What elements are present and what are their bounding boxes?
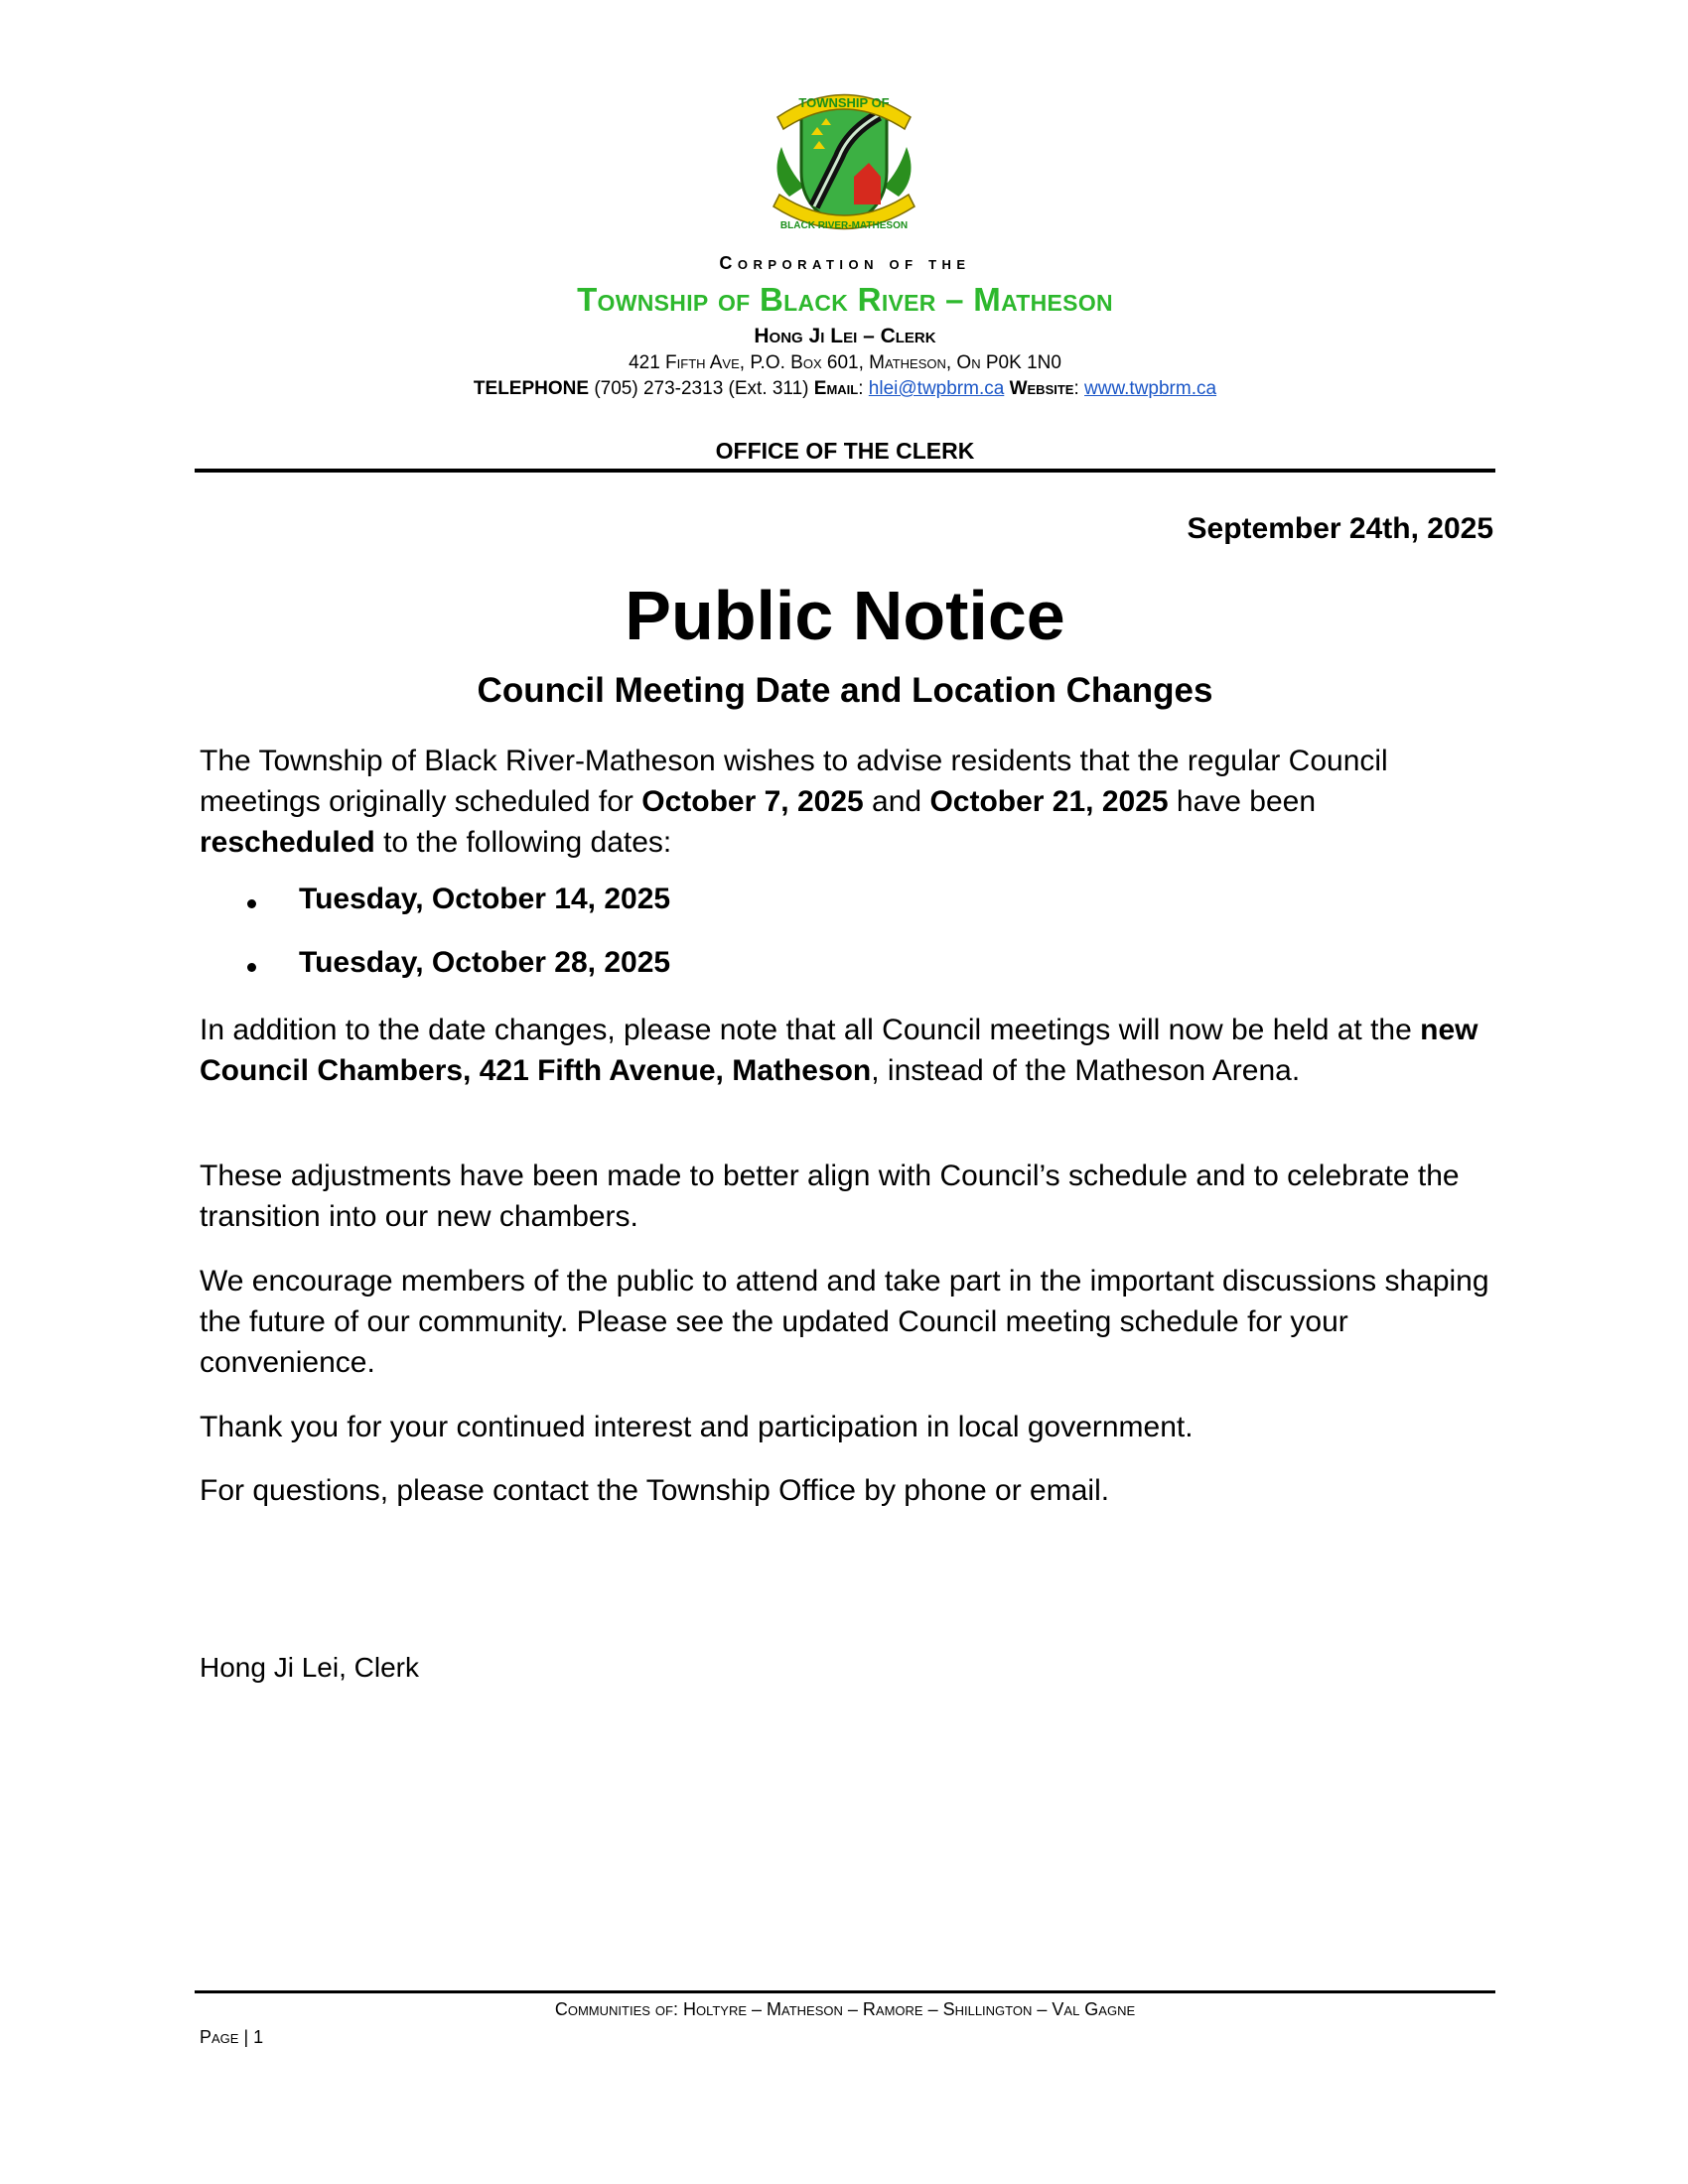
p1-text-a: The Township of Black River-Matheson wishes to advise residents that the regular Council meetings originally scheduled for [200, 745, 1388, 818]
paragraph-thanks: Thank you for your continued interest and participation in local government. [200, 1411, 1194, 1443]
office-heading: OFFICE OF THE CLERK [715, 438, 975, 464]
p1-text-g: to the following dates: [374, 826, 672, 859]
new-date-2: Tuesday, October 28, 2025 [299, 946, 671, 979]
website-label: Website [1004, 378, 1074, 399]
crest-bottom-text: BLACK RIVER-MATHESON [779, 220, 909, 231]
address-line: 421 Fifth Ave, P.O. Box 601, Matheson, On P0K 1N0 [629, 352, 1061, 373]
paragraph-questions: For questions, please contact the Township Office by phone or email. [200, 1474, 1110, 1507]
footer-communities: Communities of: Holtyre – Matheson – Ramore – Shillington – Val Gagne [554, 1999, 1136, 2019]
bullet-icon [247, 899, 256, 908]
email-link[interactable]: hlei@twpbrm.ca [868, 378, 1005, 399]
footer-divider [195, 1990, 1495, 1993]
township-name: Township of Black River – Matheson [577, 281, 1113, 318]
p1-old-date-2: October 21, 2025 [929, 785, 1169, 818]
email-label: Email [813, 378, 859, 399]
p1-text-e: have been [1168, 785, 1317, 818]
corporation-line: Corporation of the [719, 253, 971, 273]
p2-text-c: , instead of the Matheson Arena. [871, 1054, 1301, 1087]
new-date-1: Tuesday, October 14, 2025 [299, 883, 671, 915]
p2-new-location: new Council Chambers, 421 Fifth Avenue, Matheson [200, 1014, 1478, 1087]
telephone-label: TELEPHONE [473, 378, 590, 399]
paragraph-reschedule [200, 741, 1495, 863]
p1-old-date-1: October 7, 2025 [641, 785, 864, 818]
page-number [200, 2027, 263, 2048]
p1-text-c: and [863, 785, 930, 818]
header-divider [195, 469, 1495, 473]
clerk-line: Hong Ji Lei – Clerk [754, 325, 936, 347]
paragraph-location [200, 1010, 1495, 1091]
telephone-value: (705) 273-2313 (Ext. 311) [589, 378, 814, 399]
bullet-icon [247, 963, 256, 972]
page-label: Page [200, 2027, 239, 2047]
signature: Hong Ji Lei, Clerk [200, 1652, 419, 1683]
email-sep: : [858, 378, 869, 399]
contact-line [195, 378, 1495, 400]
p1-rescheduled: rescheduled [200, 826, 375, 859]
township-crest-logo [760, 77, 928, 246]
paragraph-encourage: We encourage members of the public to attend and take part in the important discussions shaping the future of our community. Please see the updated Council meeting schedule for your convenience. [200, 1265, 1489, 1379]
website-sep: : [1073, 378, 1085, 399]
notice-date: September 24th, 2025 [1187, 512, 1493, 545]
website-link[interactable]: www.twpbrm.ca [1084, 378, 1217, 399]
paragraph-adjustments: These adjustments have been made to better align with Council’s schedule and to celebrate the transition into our new chambers. [200, 1160, 1460, 1233]
p2-text-a: In addition to the date changes, please note that all Council meetings will now be held at the [200, 1014, 1421, 1046]
page-sep: | [238, 2027, 254, 2047]
crest-top-text: TOWNSHIP OF [798, 95, 890, 110]
page-title: Public Notice [625, 577, 1065, 654]
page-subtitle: Council Meeting Date and Location Changes [477, 671, 1213, 710]
page-number-value: 1 [253, 2027, 264, 2047]
